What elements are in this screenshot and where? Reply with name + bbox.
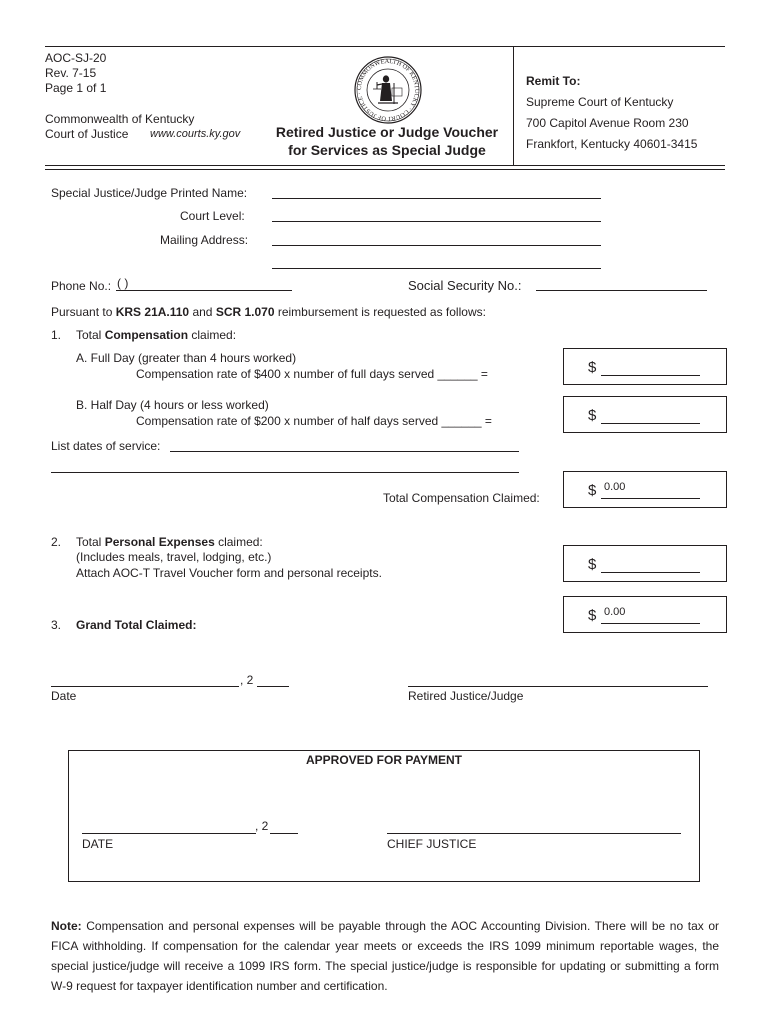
mailing-address-field[interactable] <box>272 245 601 246</box>
date-label: Date <box>51 689 77 703</box>
remit-label: Remit To: <box>526 74 581 88</box>
ssn-field[interactable] <box>536 290 707 291</box>
grand-total-box[interactable] <box>563 596 727 633</box>
personal-expenses-dollar: $ <box>588 556 597 573</box>
mailing-address-label: Mailing Address: <box>160 233 249 247</box>
website: www.courts.ky.gov <box>150 128 241 140</box>
full-day-rate: Compensation rate of $400 x number of full days served ______ = <box>136 367 488 381</box>
ssn-label: Social Security No.: <box>408 278 522 293</box>
note-label: Note: <box>51 919 82 933</box>
total-compensation-dollar: $ <box>588 482 597 499</box>
remit-line1: Supreme Court of Kentucky <box>526 95 674 109</box>
page-number: Page 1 of 1 <box>45 81 107 95</box>
approval-date-field[interactable] <box>82 833 256 834</box>
phone-field[interactable] <box>116 290 292 291</box>
note-text: Compensation and personal expenses will be payable through the AOC Accounting Division. There will be no tax or FICA withholding. If compensation for the calendar year meets or exceeds the IRS 1099 minimum reportable wages, the special justice/judge will receive a 1099 IRS form. The special justice/judge is responsible for updating or submitting a form W-9 request for taxpayer identification number and certification. <box>51 919 719 993</box>
agency-name: Commonwealth of Kentucky <box>45 112 195 126</box>
approval-date-label: DATE <box>82 837 114 851</box>
total-compensation-label: Total Compensation Claimed: <box>383 491 540 505</box>
court-level-label: Court Level: <box>180 209 245 223</box>
date-year-prefix: , 2 <box>240 673 254 687</box>
section1-number: 1. <box>51 328 62 342</box>
half-day-rate: Compensation rate of $200 x number of half days served ______ = <box>136 414 492 428</box>
section1-heading: Total Compensation claimed: <box>76 328 237 342</box>
dates-of-service-field[interactable] <box>170 451 519 452</box>
half-day-label: B. Half Day (4 hours or less worked) <box>76 398 269 412</box>
chief-justice-label: CHIEF JUSTICE <box>387 837 477 851</box>
section2-number: 2. <box>51 535 62 549</box>
full-day-label: A. Full Day (greater than 4 hours worked) <box>76 351 297 365</box>
section2-attach: Attach AOC-T Travel Voucher form and personal receipts. <box>76 566 382 580</box>
kentucky-seal-icon <box>353 55 423 125</box>
section2-heading: Total Personal Expenses claimed: <box>76 535 263 549</box>
grand-total-label: Grand Total Claimed: <box>76 618 197 632</box>
half-day-dollar: $ <box>588 407 597 424</box>
form-title-line2: for Services as Special Judge <box>288 142 486 158</box>
full-day-dollar: $ <box>588 359 597 376</box>
revision: Rev. 7-15 <box>45 66 97 80</box>
date-field[interactable] <box>51 686 239 687</box>
approval-year-field[interactable] <box>270 833 298 834</box>
phone-parens: ( ) <box>117 276 129 290</box>
date-year-field[interactable] <box>257 686 289 687</box>
total-compensation-box[interactable] <box>563 471 727 508</box>
section3-number: 3. <box>51 618 62 632</box>
agency-court: Court of Justice <box>45 127 129 141</box>
phone-label: Phone No.: <box>51 279 112 293</box>
printed-name-label: Special Justice/Judge Printed Name: <box>51 186 248 200</box>
full-day-amount-box[interactable] <box>563 348 727 385</box>
grand-total-dollar: $ <box>588 607 597 624</box>
printed-name-field[interactable] <box>272 198 601 199</box>
approval-year-prefix: , 2 <box>255 819 269 833</box>
judge-signature-label: Retired Justice/Judge <box>408 689 524 703</box>
total-compensation-value: 0.00 <box>604 481 626 493</box>
intro-text: Pursuant to KRS 21A.110 and SCR 1.070 reimbursement is requested as follows: <box>51 305 486 319</box>
dates-of-service-field-2[interactable] <box>51 472 519 473</box>
approval-box <box>68 750 700 882</box>
section2-includes: (Includes meals, travel, lodging, etc.) <box>76 550 272 564</box>
header-divider <box>513 46 514 166</box>
dates-of-service-label: List dates of service: <box>51 439 161 453</box>
judge-signature-field[interactable] <box>408 686 708 687</box>
personal-expenses-box[interactable] <box>563 545 727 582</box>
grand-total-value: 0.00 <box>604 606 626 618</box>
mailing-address-field-2[interactable] <box>272 268 601 269</box>
form-title-line1: Retired Justice or Judge Voucher <box>275 124 499 140</box>
note-paragraph <box>51 916 719 996</box>
form-id: AOC-SJ-20 <box>45 51 107 65</box>
chief-justice-signature-field[interactable] <box>387 833 681 834</box>
approval-title: APPROVED FOR PAYMENT <box>305 753 463 767</box>
seal-ring-text: COMMONWEALTH OF KENTUCKY · COURT OF JUSTICE · <box>355 57 421 123</box>
court-level-field[interactable] <box>272 221 601 222</box>
half-day-amount-box[interactable] <box>563 396 727 433</box>
remit-line2: 700 Capitol Avenue Room 230 <box>526 116 689 130</box>
remit-line3: Frankfort, Kentucky 40601-3415 <box>526 137 698 151</box>
